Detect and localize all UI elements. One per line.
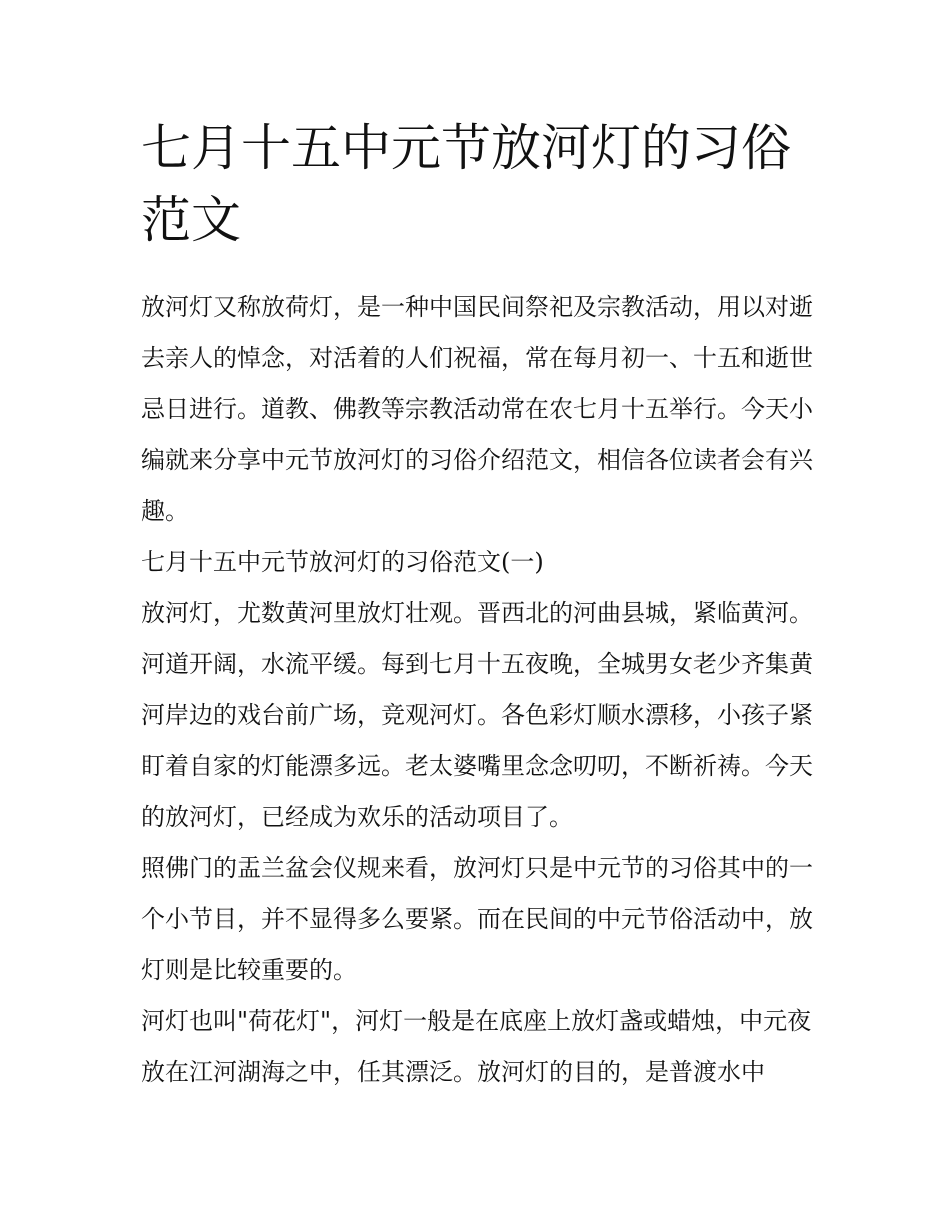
- document-content: [141, 112, 821, 1098]
- body-paragraph: 放河灯，尤数黄河里放灯壮观。晋西北的河曲县城，紧临黄河。河道开阔，水流平缓。每到七月十五夜晚，全城男女老少齐集黄河岸边的戏台前广场，竞观河灯。各色彩灯顺水漂移，小孩子紧盯着自家的灯能漂多远。老太婆嘴里念念叨叨，不断祈祷。今天的放河灯，已经成为欢乐的活动项目了。: [141, 599, 813, 831]
- body-paragraph: 河灯也叫"荷花灯"，河灯一般是在底座上放灯盏或蜡烛，中元夜放在江河湖海之中，任其漂泛。放河灯的目的，是普渡水中: [141, 1007, 812, 1086]
- intro-paragraph: 放河灯又称放荷灯，是一种中国民间祭祀及宗教活动，用以对逝去亲人的悼念，对活着的人们祝福，常在每月初一、十五和逝世忌日进行。道教、佛教等宗教活动常在农七月十五举行。今天小编就来分享中元节放河灯的习俗介绍范文，相信各位读者会有兴趣。: [141, 293, 813, 525]
- section-heading: 七月十五中元节放河灯的习俗范文(一): [141, 548, 544, 576]
- body-paragraph: 照佛门的盂兰盆会仪规来看，放河灯只是中元节的习俗其中的一个小节目，并不显得多么要紧。而在民间的中元节俗活动中，放灯则是比较重要的。: [141, 854, 813, 984]
- document-body: [141, 282, 821, 1098]
- document-title: 七月十五中元节放河灯的习俗范文: [141, 119, 791, 249]
